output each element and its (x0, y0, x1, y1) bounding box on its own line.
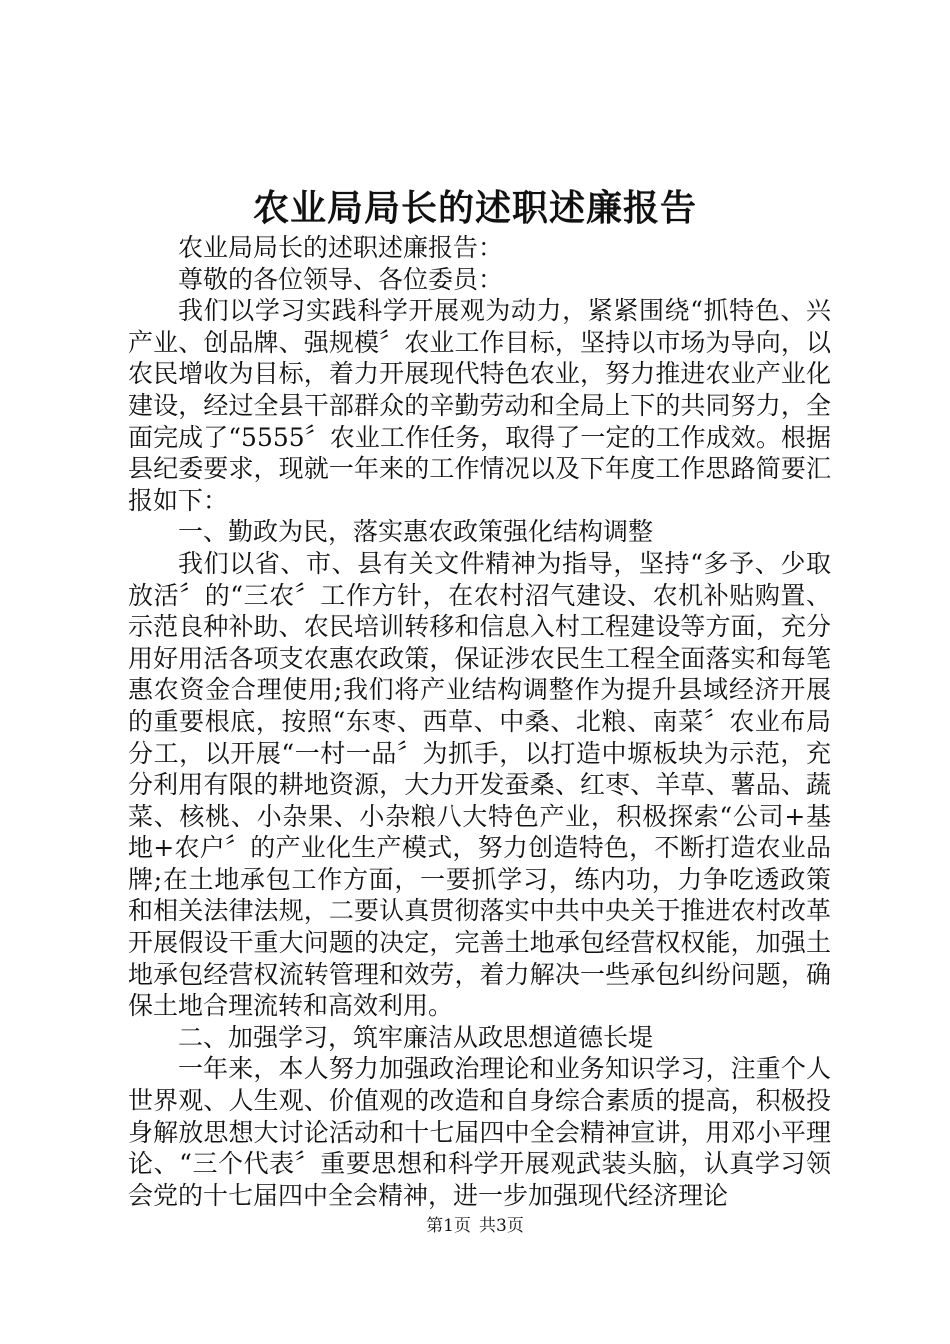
section-1-paragraph: 我们以省、市、县有关文件精神为指导，坚持“多予、少取放活〞的“三农〞工作方针，在农村沼气建设、农机补贴购置、示范良种补助、农民培训转移和信息入村工程建设等方面，充分用好用活各项支农惠农政策，保证涉农民生工程全面落实和每笔惠农资金合理使用;我们将产业结构调整作为提升县域经济开展的重要根底，按照“东枣、西草、中桑、北粮、南菜〞农业布局分工，以开展“一村一品〞为抓手，以打造中塬板块为示范，充分利用有限的耕地资源，大力开发蚕桑、红枣、羊草、薯品、蔬菜、核桃、小杂果、小杂粮八大特色产业，积极探索“公司+基地+农户〞的产业化生产模式，努力创造特色，不断打造农业品牌;在土地承包工作方面，一要抓学习，练内功，力争吃透政策和相关法律法规，二要认真贯彻落实中共中央关于推进农村改革开展假设干重大问题的决定，完善土地承包经营权权能，加强土地承包经营权流转管理和效劳，着力解决一些承包纠纷问题，确保土地合理流转和高效利用。 (128, 548, 831, 1021)
document-title: 农业局局长的述职述廉报告 (252, 187, 697, 229)
page-number: 第1页 (426, 1216, 471, 1236)
page-total: 共3页 (479, 1216, 524, 1236)
page-footer (0, 1215, 950, 1237)
document-body (128, 232, 831, 1211)
salutation-heading: 农业局局长的述职述廉报告： (178, 233, 504, 262)
salutation: 尊敬的各位领导、各位委员： (178, 264, 504, 294)
section-heading-1: 一、勤政为民，落实惠农政策强化结构调整 (178, 517, 654, 547)
intro-paragraph: 我们以学习实践科学开展观为动力，紧紧围绕“抓特色、兴产业、创品牌、强规模〞农业工作目标，坚持以市场为导向，以农民增收为目标，着力开展现代特色农业，努力推进农业产业化建设，经过全县干部群众的辛勤劳动和全局上下的共同努力，全面完成了“5555〞农业工作任务，取得了一定的工作成效。根据县纪委要求，现就一年来的工作情况以及下年度工作思路简要汇报如下： (128, 296, 831, 515)
section-heading-2: 二、加强学习，筑牢廉洁从政思想道德长堤 (178, 1022, 654, 1052)
section-2-paragraph: 一年来，本人努力加强政治理论和业务知识学习，注重个人世界观、人生观、价值观的改造和自身综合素质的提高，积极投身解放思想大讨论活动和十七届四中全会精神宣讲，用邓小平理论、“三个代表〞重要思想和科学开展观武装头脑，认真学习领会党的十七届四中全会精神，进一步加强现代经济理论 (128, 1054, 831, 1210)
